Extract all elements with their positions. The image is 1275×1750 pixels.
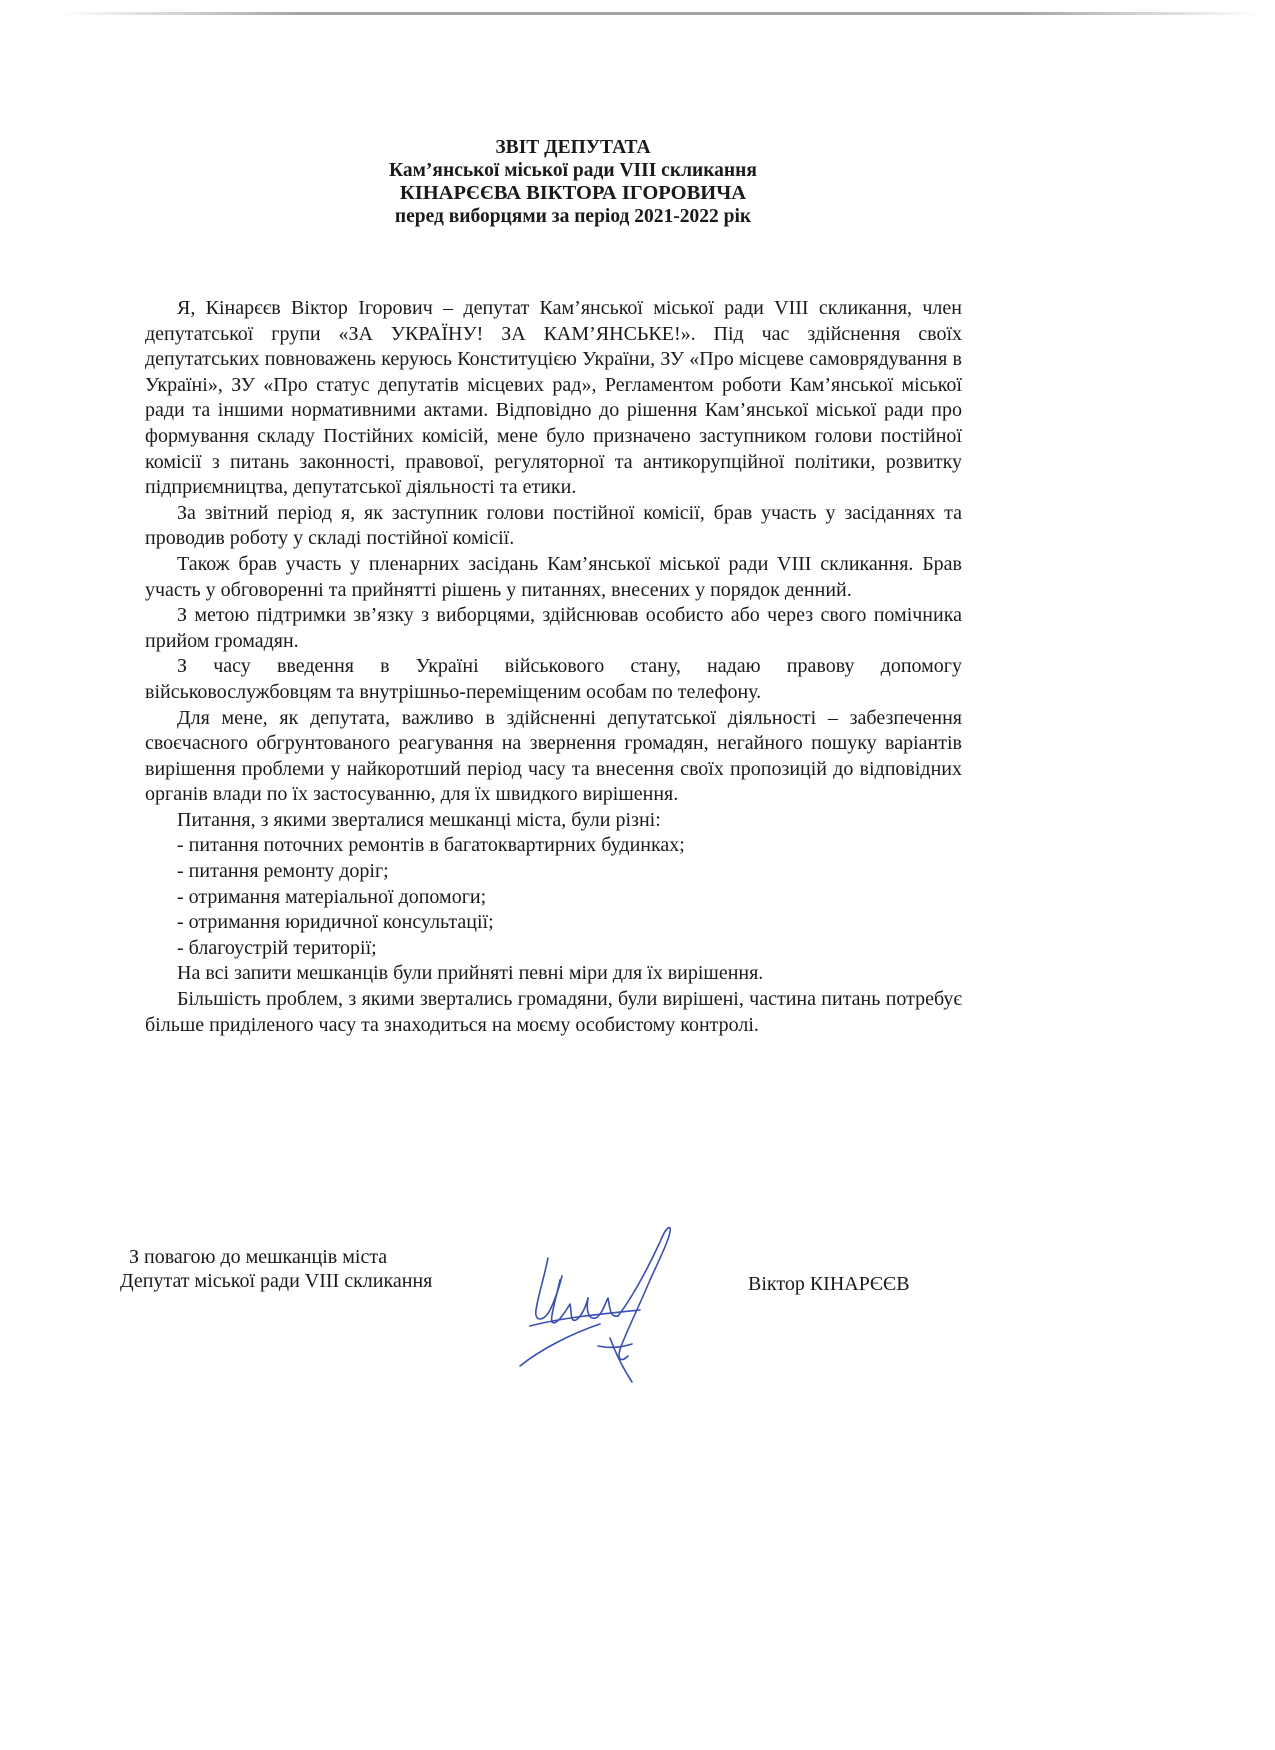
paragraph-results: Більшість проблем, з якими звертались громадяни, були вирішені, частина питань потребує більше приділеного часу та знаходиться на моєму особистому контролі.: [145, 988, 962, 1036]
paragraph-intro: Я, Кінарєєв Віктор Ігорович – депутат Кам’янської міської ради VIII скликання, член депутатської групи «ЗА УКРАЇНУ! ЗА КАМ’ЯНСЬКЕ!». Під час здійснення своїх депутатських повноважень керуюсь Конституцією України, ЗУ «Про місцеве самоврядування в Україні», ЗУ «Про статус депутатів місцевих рад», Регламентом роботи Кам’янської міської ради та іншими нормативними актами. Відповідно до рішення Кам’янської міської ради про формування складу Постійних комісій, мене було призначено заступником голови постійної комісії з питань законності, правової, регуляторної та антикорупційної політики, розвитку підприємництва, депутатської діяльності та етики.: [145, 297, 962, 499]
paragraph-commission: За звітний період я, як заступник голови постійної комісії, брав участь у засіданнях та проводив роботу у складі постійної комісії.: [145, 501, 962, 550]
paragraph-measures: На всі запити мешканців були прийняті певні міри для їх вирішення.: [177, 962, 764, 985]
paragraph-issues-intro: Питання, з якими зверталися мешканці міста, були різні:: [177, 808, 661, 831]
signoff-greeting: З повагою до мешканців міста: [129, 1246, 388, 1268]
handwritten-signature: [500, 1218, 710, 1388]
paragraph-legal-aid: З часу введення в Україні військового стану, надаю правову допомогу військовослужбовцям та внутрішньо-переміщеним особам по телефону.: [145, 655, 962, 703]
paragraph-reception: З метою підтримки зв’язку з виборцями, здійснював особисто або через свого помічника прийом громадян.: [145, 604, 962, 652]
document-header: [0, 136, 1146, 228]
list-item: - отримання матеріальної допомоги;: [177, 885, 487, 908]
list-item: - отримання юридичної консультації;: [177, 911, 494, 934]
signer-name: Віктор КІНАРЄЄВ: [748, 1273, 910, 1295]
council-name: Кам’янської міської ради VIII скликання: [389, 160, 757, 181]
signoff-block: [120, 1245, 432, 1293]
report-period: перед виборцями за період 2021-2022 рік: [394, 206, 752, 227]
report-title: ЗВІТ ДЕПУТАТА: [495, 137, 651, 158]
paragraph-priorities: Для мене, як депутата, важливо в здійсненні депутатської діяльності – забезпечення своєчасного обгрунтованого реагування на звернення громадян, негайного пошуку варіантів вирішення проблеми у найкоротший період часу та внесення своїх пропозицій до відповідних органів влади по їх застосуванню, для їх швидкого вирішення.: [145, 706, 962, 806]
paragraph-plenary: Також брав участь у пленарних засідань Кам’янської міської ради VIII скликання. Брав участь у обговоренні та прийнятті рішень у питаннях, внесених у порядок денний.: [145, 552, 962, 601]
scan-top-edge: [60, 12, 1260, 15]
signoff-position: Депутат міської ради VIII скликання: [120, 1270, 433, 1292]
list-item: - питання ремонту доріг;: [177, 860, 389, 883]
list-item: - питання поточних ремонтів в багатоквартирних будинках;: [177, 834, 685, 857]
report-body: [145, 296, 962, 1038]
list-item: - благоустрій території;: [177, 936, 377, 959]
deputy-name: КІНАРЄЄВА ВІКТОРА ІГОРОВИЧА: [399, 182, 747, 204]
